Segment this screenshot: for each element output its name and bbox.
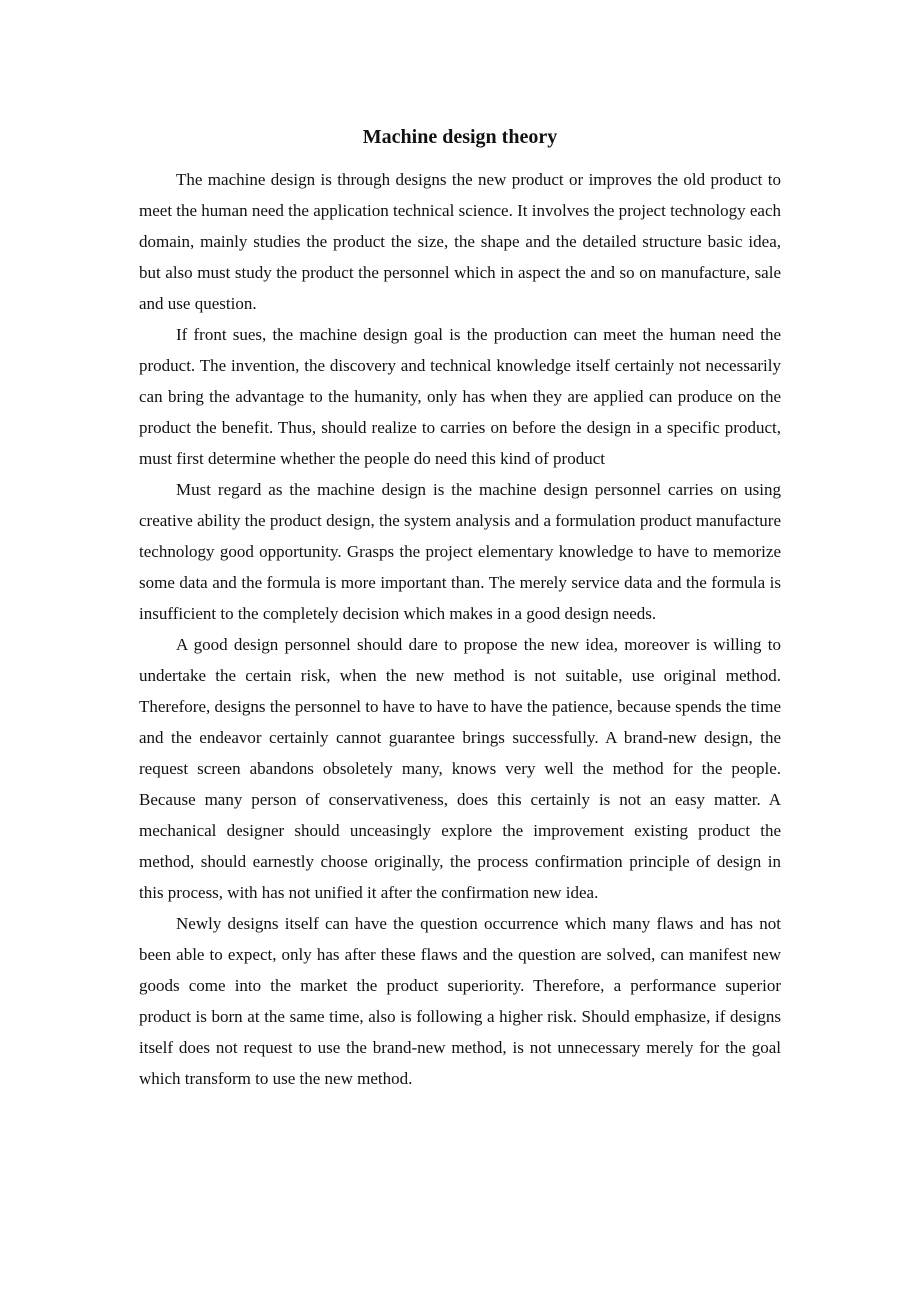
paragraph: A good design personnel should dare to propose the new idea, moreover is willing to undertake the certain risk, when the new method is not suitable, use original method. Therefore, designs the personnel to have to have to have the patience, because spends the time and the endeavor certainly cannot guarantee brings successfully. A brand-new design, the request screen abandons obsoletely many, knows very well the method for the people. Because many person of conservativeness, does this certainly is not an easy matter. A mechanical designer should unceasingly explore the improvement existing product the method, should earnestly choose originally, the process confirmation principle of design in this process, with has not unified it after the confirmation new idea. [139, 635, 781, 902]
paragraph: Must regard as the machine design is the machine design personnel carries on using creative ability the product design, the system analysis and a formulation product manufacture technology good opportunity. Grasps the project elementary knowledge to have to memorize some data and the formula is more important than. The merely service data and the formula is insufficient to the completely decision which makes in a good design needs. [139, 480, 781, 623]
paragraph: If front sues, the machine design goal is the production can meet the human need the product. The invention, the discovery and technical knowledge itself certainly not necessarily can bring the advantage to the humanity, only has when they are applied can produce on the product the benefit. Thus, should realize to carries on before the design in a specific product, must first determine whether the people do need this kind of product [139, 325, 781, 468]
document-page [139, 120, 781, 1094]
paragraph: The machine design is through designs the new product or improves the old product to meet the human need the application technical science. It involves the project technology each domain, mainly studies the product the size, the shape and the detailed structure basic idea, but also must study the product the personnel which in aspect the and so on manufacture, sale and use question. [139, 170, 781, 313]
paragraph: Newly designs itself can have the question occurrence which many flaws and has not been able to expect, only has after these flaws and the question are solved, can manifest new goods come into the market the product superiority. Therefore, a performance superior product is born at the same time, also is following a higher risk. Should emphasize, if designs itself does not request to use the brand-new method, is not unnecessary merely for the goal which transform to use the new method. [139, 914, 781, 1088]
document-title: Machine design theory [362, 126, 558, 148]
